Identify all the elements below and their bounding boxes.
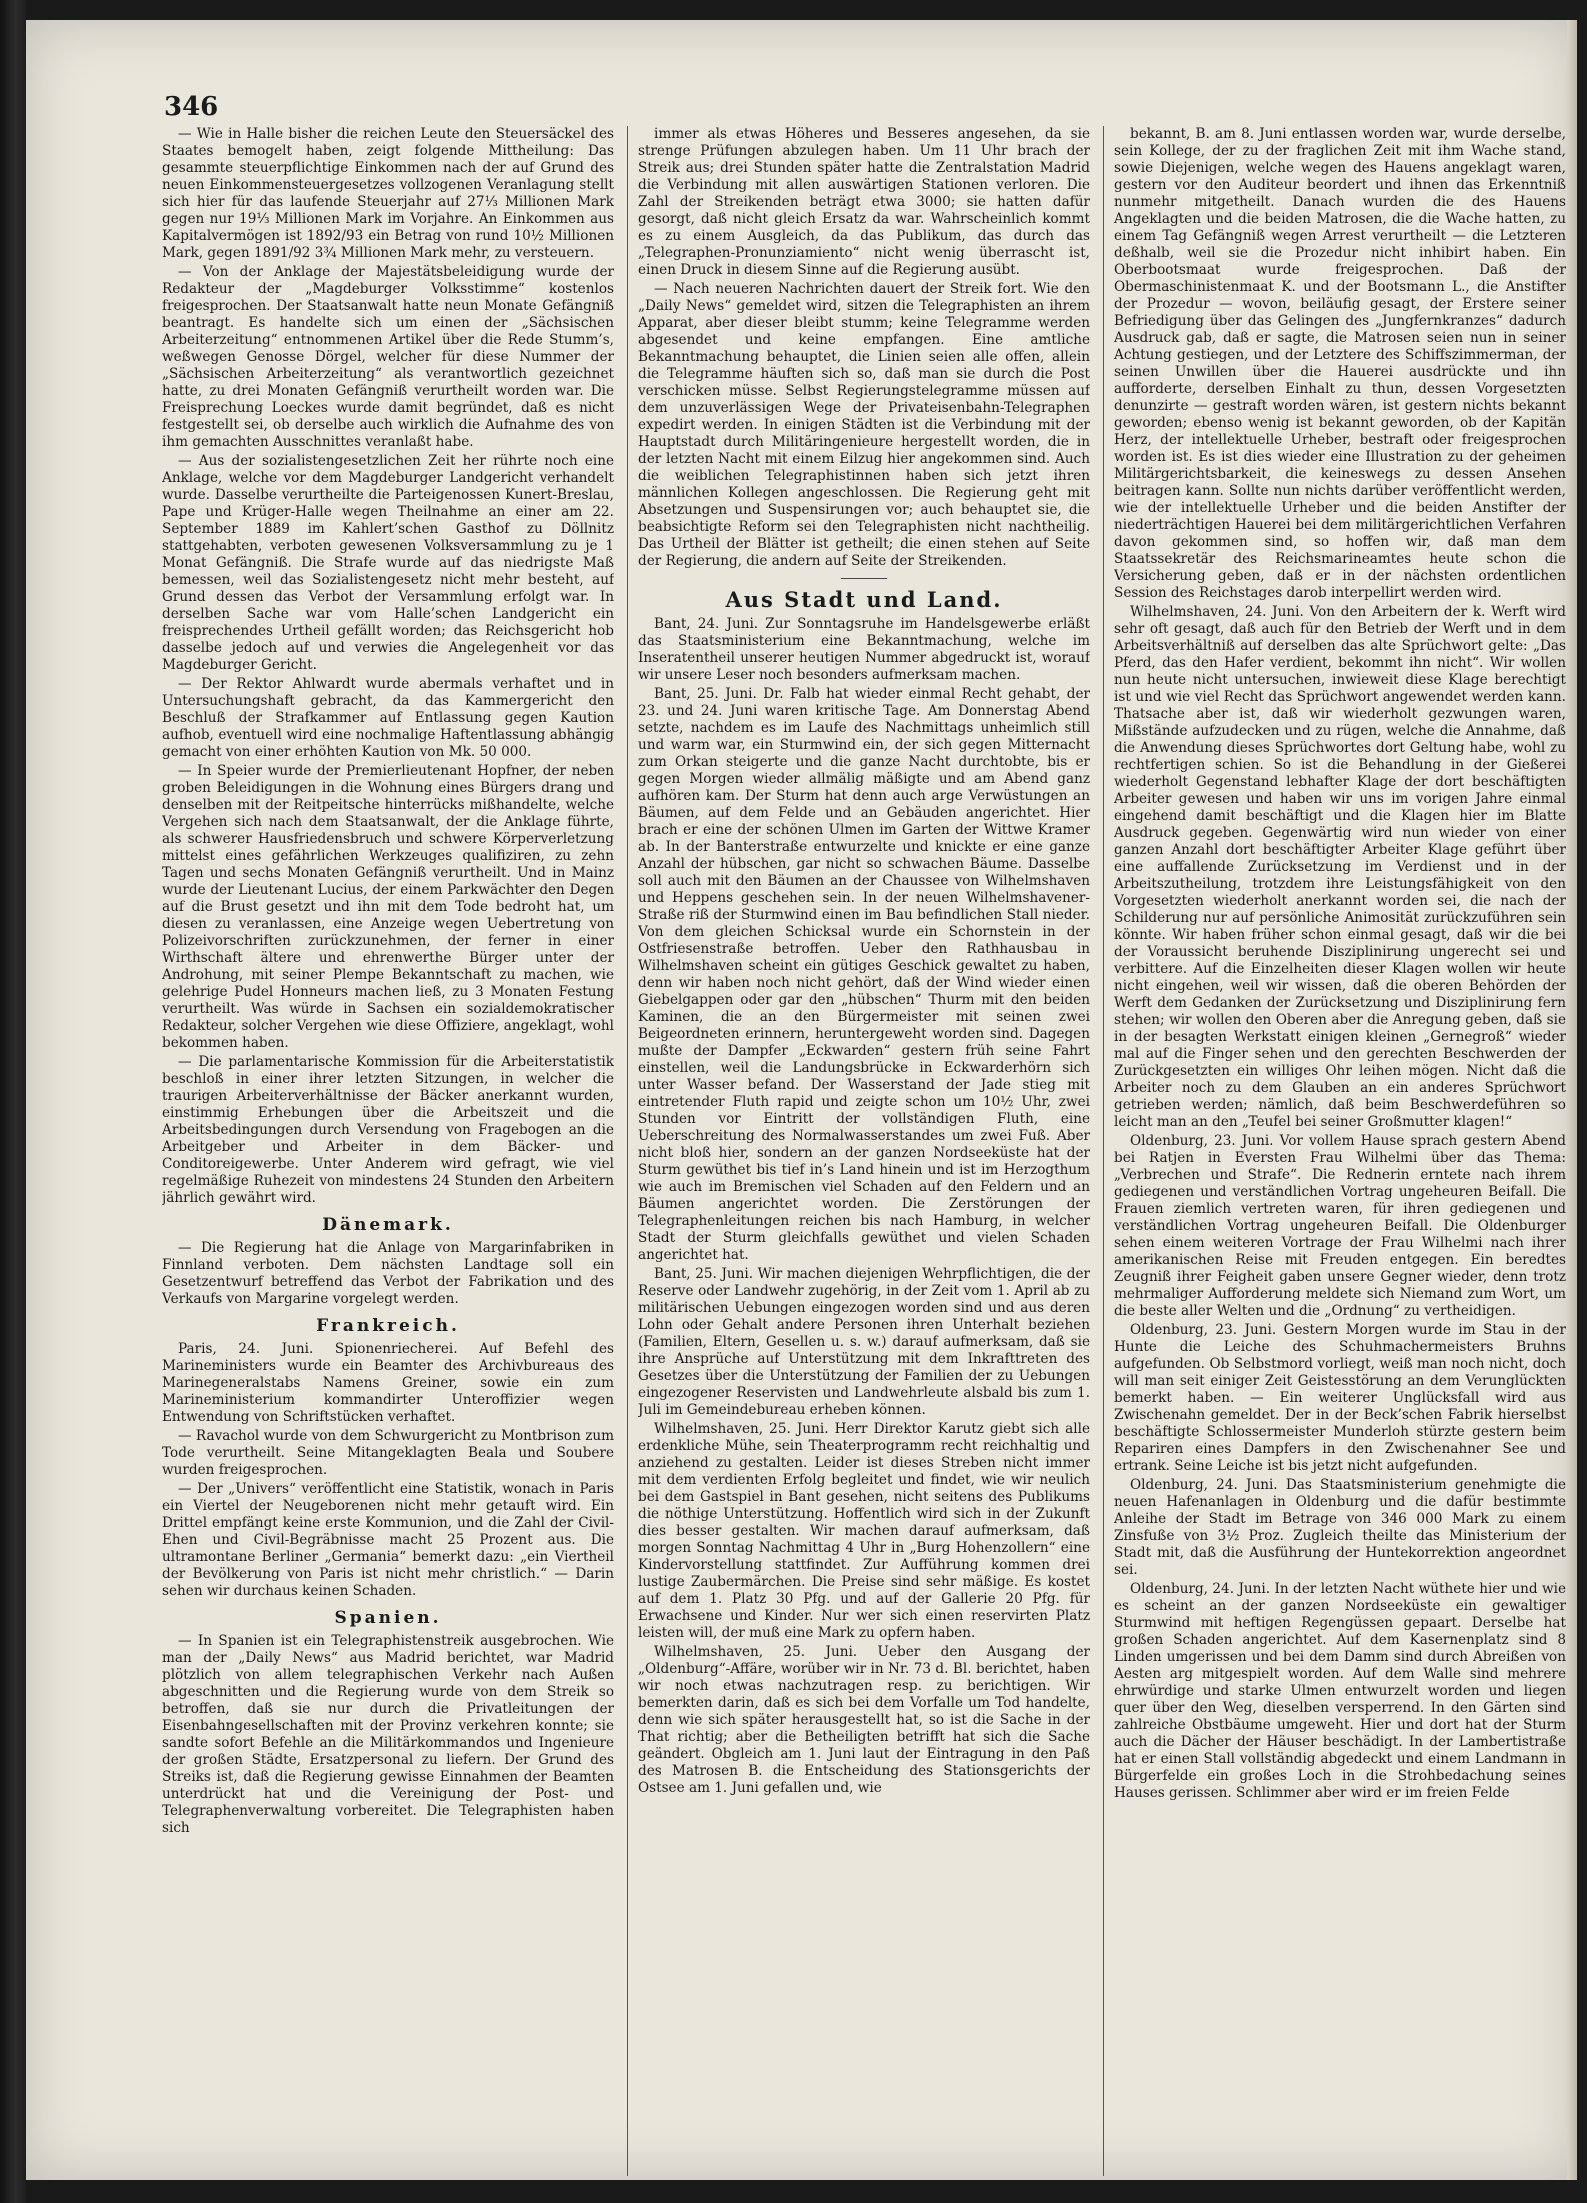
column-3 (1114, 126, 1566, 2178)
article-wilhelmshaven-theater: Wilhelmshaven, 25. Juni. Herr Direktor Karutz giebt sich alle erdenkliche Mühe, sein Theaterprogramm recht reichhaltig und anziehend zu gestalten. Leider ist dieses Streben nicht immer mit dem verdienten Erfolg begleitet und findet, wie wir neulich bei dem Gastspiel in Bant gesehen, nicht seitens des Publikums die nöthige Unterstützung. Hoffentlich wird sich in der Zukunft dies besser gestalten. Wir machen darauf aufmerksam, daß morgen Sonntag Nachmittag 4 Uhr in „Burg Hohenzollern“ eine Kindervorstellung stattfindet. Zur Aufführung kommen drei lustige Zaubermärchen. Die Preise sind sehr mäßige. Es kostet auf dem 1. Platz 30 Pfg. und auf der Gallerie 20 Pfg. für Erwachsene und Kinder. Nur wer sich einen reservirten Platz leisten will, der muß eine Mark zu opfern haben. (638, 1421, 1090, 1641)
article-univers-statistik: — Der „Univers“ veröffentlicht eine Statistik, wonach in Paris ein Viertel der Neugeborenen nicht mehr getauft wird. Ein Drittel empfängt keine erste Kommunion, und die Zahl der Civil-Ehen und Civil-Begräbnisse macht 25 Prozent aus. Die ultramontane Berliner „Germania“ bemerkt dazu: „ein Viertheil der Bevölkerung von Paris ist nicht mehr christlich.“ — Darin sehen wir durchaus keinen Schaden. (162, 1481, 614, 1599)
article-speier-officers: — In Speier wurde der Premierlieutenant Hopfner, der neben groben Beleidigungen in die Wohnung eines Bürgers drang und denselben mit der Reitpeitsche hinterrücks mißhandelte, welche Vergehen sich nach dem Staatsanwalt, der die Anklage führte, als schwerer Hausfriedensbruch und schwere Körperverletzung mittelst eines gefährlichen Werkzeuges qualifiziren, zu zehn Tagen und sechs Monaten Gefängniß verurtheilt. Und in Mainz wurde der Lieutenant Lucius, der einem Parkwächter den Degen auf die Brust gesetzt und ihn mit dem Tode bedroht hat, um diesen zu veranlassen, eine Anzeige wegen Uebertretung von Polizeivorschriften zurückzunehmen, der ferner in einer Wirthschaft ältere und ehrenwerthe Bürger unter der Androhung, mit seiner Plempe Bekanntschaft zu machen, wie gelehrige Pudel Honneurs machen ließ, zu 3 Monaten Festung verurtheilt. Was würde in Sachsen ein sozialdemokratischer Redakteur, solcher Vergehen wie diese Offiziere, angeklagt, wohl bekommen haben. (162, 763, 614, 1051)
article-wilhelmshaven-oldenburg-affaere: Wilhelmshaven, 25. Juni. Ueber den Ausgang der „Oldenburg“-Affäre, worüber wir in Nr. 73 d. Bl. berichtet, haben wir noch etwas nachzutragen resp. zu berichtigen. Wir bemerkten darin, daß es sich bei dem Vorfalle um Tod handelte, denn wie sich später herausgestellt hat, so ist die Sache in der That richtig; aber die Betheiligten betrifft hat sich die Sache geändert. Obgleich am 1. Juni laut der Eintragung in den Paß des Matrosen B. die Entscheidung des Stationsgerichts der Ostsee am 1. Juni gefallen und, wie (638, 1644, 1090, 1796)
article-affaere-continued: bekannt, B. am 8. Juni entlassen worden war, wurde derselbe, sein Kollege, der zu der fraglichen Zeit mit ihm Wache stand, sowie Diejenigen, welche wegen des Hauens angeklagt waren, gestern vor den Auditeur beordert und ihnen das Erkenntniß nunmehr mitgetheilt. Danach wurden die des Hauens Angeklagten und die beiden Matrosen, die die Wache hatten, zu einem Tag Gefängniß wegen Arrest verurtheilt — die Letzteren deßhalb, weil sie die Prozedur nicht inhibirt haben. Ein Oberbootsmaat wurde freigesprochen. Daß der Obermaschinistenmaat K. und der Bootsmann L., die Anstifter der Prozedur — wovon, beiläufig gesagt, der Erstere seiner Befriedigung über das Gelingen des „Jungfernkranzes“ dadurch Ausdruck gab, daß er sagte, die Matrosen seien nun in seiner Achtung gestiegen, und der Letztere des Schiffszimmerman, der seinen Unwillen über die Hauerei ausdrückte und ihn aufforderte, derselben Einhalt zu thun, dessen Vorgesetzten denunzirte — gestraft worden wären, ist gestern nichts bekannt geworden; ebenso wenig ist bekannt geworden, ob der Kapitän Herz, der intellektuelle Urheber, bestraft oder freigesprochen worden ist. Es ist dies wieder eine Illustration zu der geheimen Militärgerichtsbarkeit, die keineswegs zu dessen Ansehen beitragen kann. Sollte nun nichts darüber veröffentlicht werden, wie der intellektuelle Urheber und die beiden Anstifter der niederträchtigen Hauerei bei dem militärgerichtlichen Verfahren davon gekommen sind, so hoffen wir, daß man dem Staatssekretär des Reichsmarineamtes heute schon die Versicherung geben, daß er in der nächsten ordentlichen Session des Reichstages darob interpellirt werden wird. (1114, 126, 1566, 601)
column-1 (162, 126, 614, 2178)
section-separator (841, 578, 887, 579)
newspaper-page (26, 20, 1577, 2180)
article-paris-spionage: Paris, 24. Juni. Spionenriecherei. Auf Befehl des Marineministers wurde ein Beamter des Archivbureaus des Marinegeneralstabs Namens Greiner, sowie ein zum Marineministerium kommandirter Unteroffizier wegen Entwendung von Schriftstücken verhaftet. (162, 1341, 614, 1425)
article-bant-sonntagsruhe: Bant, 24. Juni. Zur Sonntagsruhe im Handelsgewerbe erläßt das Staatsministerium eine Bekanntmachung, welche im Inseratentheil unserer heutigen Nummer abgedruckt ist, worauf wir unsere Leser noch besonders aufmerksam machen. (638, 616, 1090, 683)
section-heading-stadt-und-land: Aus Stadt und Land. (725, 587, 1003, 612)
article-bant-wehrpflichtige: Bant, 25. Juni. Wir machen diejenigen Wehrpflichtigen, die der Reserve oder Landwehr zugehörig, in der Zeit vom 1. April ab zu militärischen Uebungen eingezogen worden sind und aus deren Lohn oder Gehalt andere Personen ihren Unterhalt beziehen (Familien, Eltern, Gesellen u. s. w.) darauf aufmerksam, daß sie ihre Ansprüche auf Unterstützung mit dem Inkrafttreten des Gesetzes über die Unterstützung der Familien der zu Uebungen eingezogener Reservisten und Landwehrleute alsbald bis zum 1. Juli im Gemeindebureau erheben können. (638, 1266, 1090, 1418)
article-streik-update: — Nach neueren Nachrichten dauert der Streik fort. Wie den „Daily News“ gemeldet wird, sitzen die Telegraphisten an ihrem Apparat, aber dieser bleibt stumm; keine Telegramme werden abgesendet und keine empfangen. Eine amtliche Bekanntmachung behauptet, die Linien seien alle offen, allein die Telegramme häuften sich so, daß man sie durch die Post verschicken müsse. Selbst Regierungstelegramme müssen auf dem unzuverlässigen Wege der Privateisenbahn-Telegraphen expedirt werden. In einigen Städten ist die Verbindung mit der Hauptstadt durch Militäringenieure hergestellt worden, die in der letzten Nacht mit einem Eilzug hier angekommen sind. Auch die weiblichen Telegraphistinnen haben sich jetzt ihren männlichen Kollegen angeschlossen. Die Regierung geht mit Absetzungen und Suspensirungen vor; auch behauptet sie, die beabsichtigte Reform sei den Telegraphisten nicht nachtheilig. Das Urtheil der Blätter ist getheilt; die einen stehen auf Seite der Regierung, die andern auf Seite der Streikenden. (638, 281, 1090, 569)
article-arbeiterstatistik: — Die parlamentarische Kommission für die Arbeiterstatistik beschloß in einer ihrer letzten Sitzungen, in welcher die traurigen Arbeiterverhältnisse der Bäcker anerkannt wurden, einstimmig Erhebungen über die Arbeitszeit und die Arbeitsbedingungen durch Versendung von Fragebogen an die Arbeitgeber und Arbeiter in dem Bäcker- und Conditoreigewerbe. Unter Anderem wird gefragt, wie viel regelmäßige Ruhezeit von mindestens 24 Stunden den Arbeitern jährlich gewährt wird. (162, 1054, 614, 1206)
page-number: 346 (164, 92, 219, 122)
article-wilhelmshaven-werft: Wilhelmshaven, 24. Juni. Von den Arbeitern der k. Werft wird sehr oft gesagt, daß auch für den Betrieb der Werft und in dem Arbeitsverhältniß auf derselben das alte Sprüchwort gelte: „Das Pferd, das den Hafer verdient, bekommt ihn nicht“. Wir wollen nun heute nicht untersuchen, inwieweit diese Klage berechtigt ist und wie viel Recht das Sprüchwort angewendet werden kann. Thatsache aber ist, daß wir wiederholt gezwungen waren, Mißstände aufzudecken und zu rügen, welche die Annahme, daß die Anwendung dieses Sprüchwortes dort Geltung habe, wohl zu rechtfertigen schien. So ist die Behandlung in der Gießerei wiederholt Gegenstand lebhafter Klage der dort beschäftigten Arbeiter gewesen und haben wir uns im vorigen Jahre einmal eingehend damit beschäftigt und die Klagen hier im Blatte Ausdruck gegeben. Gegenwärtig wird nun wieder von einer ganzen Anzahl dort beschäftigter Arbeiter Klage geführt über eine auffallende Zurücksetzung im Verdienst und in der Arbeitszutheilung, trotzdem ihre Leistungsfähigkeit von den Vorgesetzten wiederholt anerkannt worden sei, die nach der Schilderung nur auf persönliche Animosität zurückzuführen sein könnte. Wir haben früher schon einmal gesagt, daß wir die bei der Voraussicht beruhende Disziplinirung ungerecht sei und verbittere. Auf die Einzelheiten dieser Klagen wollen wir heute nicht eingehen, weil wir wissen, daß die oberen Behörden der Werft dem Gedanken der Zurücksetzung und Disziplinirung fern stehen; wir wollen den Oberen aber die Anregung geben, daß sie in der besagten Werkstatt einigen kleinen „Gernegroß“ wieder mal auf die Finger sehen und den gerechten Beschwerden der Zurückgesetzten ein williges Ohr leihen mögen. Nicht daß die Arbeiter noch zu dem Glauben an ein anderes Sprüchwort getrieben werden; nämlich, daß beim Beschwerdeführen so leicht man an den „Teufel bei seiner Großmutter klagen!“ (1114, 604, 1566, 1130)
article-oldenburg-leiche: Oldenburg, 23. Juni. Gestern Morgen wurde im Stau in der Hunte die Leiche des Schuhmachermeisters Bruhns aufgefunden. Ob Selbstmord vorliegt, weiß man noch nicht, doch will man seit einiger Zeit Geistesstörung an dem Verunglückten bemerkt haben. — Ein weiterer Unglücksfall wird aus Zwischenahn gemeldet. Der in der Beck’schen Fabrik hierselbst beschäftigte Schlossermeister Munderloh stürzte gestern beim Repariren eines Dampfers in den Zwischenahner See und ertrank. Seine Leiche ist bis jetzt nicht aufgefunden. (1114, 1322, 1566, 1474)
book-binding (0, 0, 26, 2203)
article-ravachol: — Ravachol wurde von dem Schwurgericht zu Montbrison zum Tode verurtheilt. Seine Mitangeklagten Beala und Soubere wurden freigesprochen. (162, 1428, 614, 1478)
column-rule (1103, 126, 1104, 2176)
article-majestaetsbeleidigung: — Von der Anklage der Majestätsbeleidigung wurde der Redakteur der „Magdeburger Volksstimme“ kostenlos freigesprochen. Der Staatsanwalt hatte neun Monate Gefängniß beantragt. Es handelte sich um einen der „Sächsischen Arbeiterzeitung“ entnommenen Artikel über die Rede Stumm’s, weßwegen Genosse Dörgel, welcher für diese Nummer der „Sächsischen Arbeiterzeitung“ als verantwortlich gezeichnet hatte, zu drei Monaten Gefängniß verurtheilt worden war. Die Freisprechung Loeckes wurde damit begründet, daß es nicht festgestellt sei, ob derselbe auch wirklich die Aufnahme des von ihm gemachten Ausschnittes veranlaßt habe. (162, 264, 614, 450)
article-telegraphistenstreik: — In Spanien ist ein Telegraphistenstreik ausgebrochen. Wie man der „Daily News“ aus Madrid berichtet, war Madrid plötzlich von allem telegraphischen Verkehr nach Außen abgeschnitten und die Regierung wurde von dem Streik so betroffen, daß sie nur durch die Privatleitungen der Eisenbahngesellschaften mit der Provinz verkehren konnte; sie sandte sofort Befehle an die Militärkommandos und Ingenieure der großen Städte, Ersatzpersonal zu liefern. Der Grund des Streiks ist, daß die Regierung gewisse Einnahmen der Beamten unterdrückt hat und die Vereinigung der Post- und Telegraphenverwaltung vorbereitet. Die Telegraphisten haben sich (162, 1633, 614, 1836)
section-heading-frankreich: Frankreich. (316, 1316, 460, 1336)
page-content (162, 92, 1587, 2188)
article-bant-sturm: Bant, 25. Juni. Dr. Falb hat wieder einmal Recht gehabt, der 23. und 24. Juni waren kritische Tage. Am Donnerstag Abend setzte, nachdem es im Laufe des Nachmittags unheimlich still und warm war, ein Sturmwind ein, der sich gegen Mitternacht zum Orkan steigerte und die ganze Nacht durchtobte, bis er gegen Morgen wieder allmälig mäßigte und am Abend ganz aufhören kam. Der Sturm hat denn auch arge Verwüstungen an Bäumen, auf dem Felde und an Gebäuden angerichtet. Hier brach er eine der schönen Ulmen im Garten der Wittwe Kramer ab. In der Banterstraße entwurzelte und knickte er eine ganze Anzahl der hübschen, gar nicht so schwachen Bäume. Dasselbe soll auch mit den Bäumen an der Chaussee von Wilhelmshaven und Heppens geschehen sein. In der neuen Wilhelmshavener-Straße riß der Sturmwind einen im Bau befindlichen Stall nieder. Von dem gleichen Schicksal wurde ein Schornstein in der Ostfriesenstraße betroffen. Ueber den Rathhausbau in Wilhelmshaven scheint ein gütiges Geschick gewaltet zu haben, denn wir haben noch nicht gehört, daß der Wind wieder einen Giebelgappen oder gar den „hübschen“ Thurm mit den beiden Kaminen, die an den Bürgermeister mit seinen zwei Beigeordneten erinnern, heruntergeweht worden sind. Dagegen mußte der Dampfer „Eckwarden“ gestern früh seine Fahrt einstellen, weil die Landungsbrücke in Eckwarderhörn sich unter Wasser befand. Der Wasserstand der Jade stieg mit eintretender Fluth rapid und zeigte schon um 10½ Uhr, zwei Stunden vor Eintritt der vollständigen Fluth, eine Ueberschreitung des Normalwasserstandes um zwei Fuß. Aber nicht bloß hier, sondern an der ganzen Nordseeküste hat der Sturm gewüthet bis tief in’s Land hinein und ist im Herzogthum wie auch im Bremischen viel Schaden auf den Feldern und an Bäumen angerichtet worden. Die Zerstörungen der Telegraphenleitungen reichen bis nach Hamburg, in welcher Stadt der Sturm gleichfalls gewüthet und vielen Schaden angerichtet hat. (638, 686, 1090, 1263)
section-heading-spanien: Spanien. (334, 1608, 442, 1628)
column-rule (627, 126, 628, 2176)
article-ahlwardt: — Der Rektor Ahlwardt wurde abermals verhaftet und in Untersuchungshaft gebracht, da das Kammergericht den Beschluß der Strafkammer auf Entlassung gegen Kaution aufhob, eventuell wird eine nochmalige Haftentlassung abhängig gemacht von einer erhöhten Kaution von Mk. 50 000. (162, 676, 614, 760)
article-margarine: — Die Regierung hat die Anlage von Margarinfabriken in Finnland verboten. Dem nächsten Landtage soll ein Gesetzentwurf betreffend das Verbot der Fabrikation und des Verkaufs von Margarine vorgelegt werden. (162, 1240, 614, 1307)
article-sozialistengesetz: — Aus der sozialistengesetzlichen Zeit her rührte noch eine Anklage, welche vor dem Magdeburger Landgericht verhandelt wurde. Dasselbe verurtheilte die Parteigenossen Kunert-Breslau, Pape und Krüger-Halle wegen Theilnahme an einer am 22. September 1889 im Kahlert’schen Gasthof zu Döllnitz stattgehabten, verboten gewesenen Volksversammlung zu je 1 Monat Gefängniß. Die Strafe wurde auf das niedrigste Maß bemessen, weil das Sozialistengesetz nicht mehr besteht, auf Grund dessen das Verbot der Versammlung erfolgt war. In derselben Sache war vom Halle’schen Landgericht ein freisprechendes Urtheil gefällt worden; das Reichsgericht hob dasselbe jedoch auf und verwies die Angelegenheit vor das Magdeburger Gericht. (162, 453, 614, 673)
column-2 (638, 126, 1090, 2178)
article-oldenburg-vortrag: Oldenburg, 23. Juni. Vor vollem Hause sprach gestern Abend bei Ratjen in Eversten Frau Wilhelmi über das Thema: „Verbrechen und Strafe“. Die Rednerin erntete nach ihrem gediegenen und verständlichen Vortrag ungeheuren Beifall. Die Frauen ziemlich vertreten waren, für ihren gediegenen und verständlichen Vortrag ungeheuren Beifall. Die Oldenburger sehen einem weiteren Vortrage der Frau Wilhelmi nach ihrer amerikanischen Reise mit Freuden entgegen. Ein beredtes Zeugniß ihrer Feigheit gaben unsere Gegner wieder, denn trotz mehrmaliger Aufforderung meldete sich Niemand zum Wort, um die beste aller Welten und die „Ordnung“ zu vertheidigen. (1114, 1133, 1566, 1319)
article-oldenburg-hafen: Oldenburg, 24. Juni. Das Staatsministerium genehmigte die neuen Hafenanlagen in Oldenburg und die dafür bestimmte Anleihe der Stadt im Betrage von 346 000 Mark zu einem Zinsfuße von 3½ Proz. Zugleich theilte das Ministerium der Stadt mit, daß die Ausführung der Huntekorrektion angeordnet sei. (1114, 1477, 1566, 1578)
article-halle-tax: — Wie in Halle bisher die reichen Leute den Steuersäckel des Staates bemogelt haben, zeigt folgende Mittheilung: Das gesammte steuerpflichtige Einkommen nach der auf Grund des neuen Einkommensteuergesetzes vollzogenen Veranlagung stellt sich hier für das laufende Steuerjahr auf 27⅓ Millionen Mark gegen nur 19⅓ Millionen Mark im Vorjahre. An Einkommen aus Kapitalvermögen ist 1892/93 ein Betrag von rund 10½ Millionen Mark, gegen 1891/92 3¾ Millionen Mark mehr, zu versteuern. (162, 126, 614, 261)
article-oldenburg-sturm: Oldenburg, 24. Juni. In der letzten Nacht wüthete hier und wie es scheint an der ganzen Nordseeküste ein gewaltiger Sturmwind mit heftigen Regengüssen gepaart. Derselbe hat großen Schaden angerichtet. Auf dem Kasernenplatz sind 8 Linden umgerissen und bei dem Damm sind durch Abreißen von Aesten arg mitgespielt worden. Auf dem Walle sind mehrere ehrwürdige und starke Ulmen entwurzelt worden und liegen quer über den Weg, dieselben versperrend. In den Gärten sind zahlreiche Obstbäume umgeweht. Hier und dort hat der Sturm auch die Dächer der Häuser beschädigt. In der Lambertistraße hat er einen Stall vollständig abgedeckt und einem Landmann in Bürgerfelde ein großes Loch in die Strohbedachung seines Hauses gerissen. Schlimmer aber wird er im freien Felde (1114, 1581, 1566, 1801)
section-heading-daenemark: Dänemark. (322, 1215, 454, 1235)
article-streik-continued: immer als etwas Höheres und Besseres angesehen, da sie strenge Prüfungen abzulegen haben. Um 11 Uhr brach der Streik aus; drei Stunden später hatte die Zentralstation Madrid die Verbindung mit allen auswärtigen Stationen verloren. Die Zahl der Streikenden beträgt etwa 3000; sie hatten dafür gesorgt, daß nicht gleich Ersatz da war. Wahrscheinlich kommt es zu einem Ausgleich, da das Publikum, das durch das „Telegraphen-Pronunziamiento“ nicht wenig überrascht ist, einen Druck in diesem Sinne auf die Regierung ausübt. (638, 126, 1090, 278)
